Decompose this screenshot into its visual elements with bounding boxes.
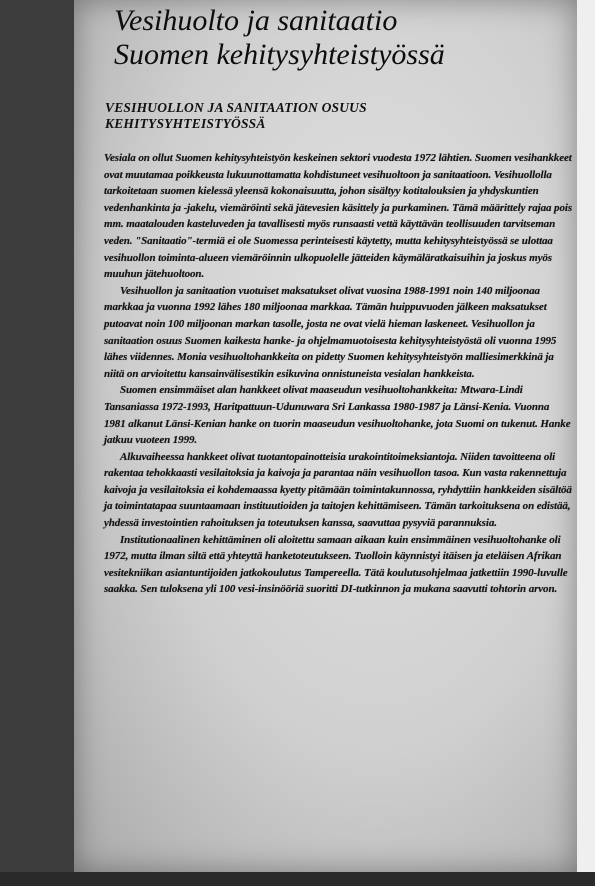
article-title-line: Vesihuolto ja sanitaatio [114,4,398,37]
section-heading [105,100,565,132]
scan-margin-bottom [0,872,595,886]
body-paragraph: Alkuvaiheessa hankkeet olivat tuotantopainotteisia urakointitoimeksiantoja. Niiden tavoitteena oli rakentaa tehokkaasti vesilaitoksia ja kaivoja ja parantaa näin vesihuollon tasoa. Kun vasta rakennettuja kaivoja ja vesilaitoksia ei kohdemaassa kyetty pitämään toimintakunnossa, ryhdyttiin hankkeiden sisältöä ja toimintatapaa suuntaamaan instituutioiden ja taitojen kehittämiseen. Tämän tarkoituksena on edistää, yhdessä investointien rahoituksen ja toteutuksen kanssa, saavuttaa pysyviä parannuksia. [104,450,572,530]
article-body [104,150,572,598]
body-paragraph: Vesiala on ollut Suomen kehitysyhteistyön keskeinen sektori vuodesta 1972 lähtien. Suomen vesihankkeet ovat muutamaa poikkeusta lukuunottamatta kohdistuneet vesihuoltoon ja sanitaatioon. Vesihuollolla tarkoitetaan suomen kielessä yleensä kokonaisuutta, johon sisältyy kotitalouksien ja yhdyskuntien vedenhankinta ja -jakelu, viemäröinti sekä jätevesien käsittely ja purkaminen. Tämä määrittely rajaa pois mm. maatalouden kasteluveden ja tavallisesti myös runsaasti vettä käyttävän teollisuuden tarvitseman veden. "Sanitaatio"-termiä ei ole Suomessa perinteisesti käytetty, mutta kehitysyhteistyössä se ulottaa vesihuollon toiminta-alueen viemäröinnin ulkopuolelle jätteiden käymäläratkaisuihin ja joskus myös muuhun jätehuoltoon. [104,152,572,281]
body-paragraph: Institutionaalinen kehittäminen oli aloitettu samaan aikaan kuin ensimmäinen vesihuoltohanke oli 1972, mutta ilman siltä että yhteyttä hanketoteutukseen. Tuolloin käynnistyi itäisen ja eteläisen Afrikan vesitekniikan asiantuntijoiden jatkokoulutus Tampereella. Tätä koulutusohjelmaa jatkettiin 1990-luvulle saakka. Sen tuloksena yli 100 vesi-insinööriä suoritti DI-tutkinnon ja mukana saavutti tohtorin arvon. [104,533,568,596]
section-heading-line: VESIHUOLLON JA SANITAATION OSUUS [105,100,367,115]
section-heading-line: KEHITYSYHTEISTYÖSSÄ [105,116,266,131]
scan-margin-right [577,0,595,886]
body-paragraph: Vesihuollon ja sanitaation vuotuiset maksatukset olivat vuosina 1988-1991 noin 140 miljoonaa markkaa ja vuonna 1992 lähes 180 miljoonaa markkaa. Tämän huippuvuoden jälkeen maksatukset putoavat noin 100 miljoonan markan tasolle, josta ne ovat vielä hieman laskeneet. Vesihuollon ja sanitaation osuus Suomen kaikesta hanke- ja ohjelmamuotoisesta kehitysyhteistyöstä oli vuonna 1995 lähes viidennes. Monia vesihuoltohankkeita on pidetty Suomen kehitysyhteistyön malliesimerkkinä ja niitä on arvioitettu kansainvälisestikin esikuvina onnistuneista vesialan hankkeista. [104,284,557,380]
document-page [74,0,577,872]
article-title [114,4,569,72]
body-paragraph: Suomen ensimmäiset alan hankkeet olivat maaseudun vesihuoltohankkeita: Mtwara-Lindi Tansaniassa 1972-1993, Haritpattuun-Udunuwara Sri Lankassa 1980-1987 ja Länsi-Kenia. Vuonna 1981 alkanut Länsi-Kenian hanke on tuorin maaseudun vesihuoltohanke, jota Suomi on tukenut. Hanke jatkuu vuoteen 1999. [104,384,571,447]
article-title-line: Suomen kehitysyhteistyössä [114,38,445,71]
